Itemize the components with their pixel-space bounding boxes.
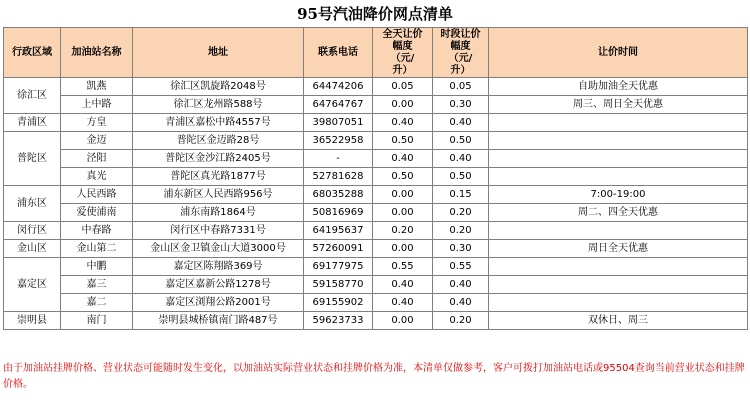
header-allday-line: 全天让价	[382, 28, 423, 40]
period-discount-cell: 0.20	[433, 222, 489, 240]
period-discount-cell: 0.40	[433, 114, 489, 132]
allday-discount-cell: 0.40	[373, 276, 433, 294]
address-cell: 浦东新区人民西路956号	[133, 186, 304, 204]
station-name-cell: 人民西路	[61, 186, 133, 204]
allday-discount-cell: 0.40	[373, 150, 433, 168]
table-row	[4, 240, 748, 258]
period-discount-cell: 0.20	[433, 204, 489, 222]
phone-cell: 59623733	[304, 312, 373, 330]
station-name-cell: 中春路	[61, 222, 133, 240]
table-row	[4, 312, 748, 330]
discount-time-cell	[489, 258, 748, 276]
discount-time-cell	[489, 222, 748, 240]
period-discount-cell: 0.30	[433, 96, 489, 114]
station-name-cell: 嘉三	[61, 276, 133, 294]
header-period-line: 幅度	[450, 40, 471, 52]
header-allday-discount	[373, 28, 433, 78]
header-allday-line: 升）	[392, 64, 413, 76]
station-name-cell: 泾阳	[61, 150, 133, 168]
table-row	[4, 258, 748, 276]
allday-discount-cell: 0.20	[373, 222, 433, 240]
header-station: 加油站名称	[61, 28, 133, 78]
address-cell: 闵行区中春路7331号	[133, 222, 304, 240]
address-cell: 嘉定区嘉新公路1278号	[133, 276, 304, 294]
address-cell: 金山区金卫镇金山大道3000号	[133, 240, 304, 258]
table-row	[4, 186, 748, 204]
district-cell: 崇明县	[4, 312, 61, 330]
header-time: 让价时间	[489, 28, 748, 78]
phone-cell: 69177975	[304, 258, 373, 276]
station-table	[3, 27, 748, 330]
allday-discount-cell: 0.00	[373, 204, 433, 222]
table-row	[4, 78, 748, 96]
table-row	[4, 96, 748, 114]
station-name-cell: 中鹏	[61, 258, 133, 276]
header-period-line: （元/	[448, 52, 473, 64]
discount-time-cell: 双休日、周三	[489, 312, 748, 330]
period-discount-cell: 0.40	[433, 294, 489, 312]
discount-time-cell	[489, 276, 748, 294]
discount-time-cell: 周二、四全天优惠	[489, 204, 748, 222]
table-row	[4, 168, 748, 186]
address-cell: 徐汇区凯旋路2048号	[133, 78, 304, 96]
station-name-cell: 爱使浦南	[61, 204, 133, 222]
station-name-cell: 金迈	[61, 132, 133, 150]
allday-discount-cell: 0.05	[373, 78, 433, 96]
discount-time-cell	[489, 168, 748, 186]
allday-discount-cell: 0.55	[373, 258, 433, 276]
district-cell: 闵行区	[4, 222, 61, 240]
table-row	[4, 204, 748, 222]
header-allday-line: （元/	[390, 52, 415, 64]
allday-discount-cell: 0.00	[373, 96, 433, 114]
table-row	[4, 222, 748, 240]
table-row	[4, 132, 748, 150]
disclaimer-note: 由于加油站挂牌价格、营业状态可能随时发生变化，以加油站实际营业状态和挂牌价格为准，本清单仅做参考，客户可拨打加油站电话或95504查询当前营业状态和挂牌价格。	[3, 363, 745, 390]
phone-cell: 64195637	[304, 222, 373, 240]
address-cell: 青浦区嘉松中路4557号	[133, 114, 304, 132]
phone-cell: 64764767	[304, 96, 373, 114]
table-row	[4, 294, 748, 312]
district-cell: 金山区	[4, 240, 61, 258]
phone-cell: 39807051	[304, 114, 373, 132]
period-discount-cell: 0.40	[433, 150, 489, 168]
header-period-line: 升）	[450, 64, 471, 76]
allday-discount-cell: 0.40	[373, 114, 433, 132]
address-cell: 普陀区金沙江路2405号	[133, 150, 304, 168]
station-name-cell: 南门	[61, 312, 133, 330]
station-name-cell: 嘉二	[61, 294, 133, 312]
district-cell: 青浦区	[4, 114, 61, 132]
period-discount-cell: 0.05	[433, 78, 489, 96]
station-name-cell: 方皇	[61, 114, 133, 132]
discount-time-cell	[489, 150, 748, 168]
allday-discount-cell: 0.50	[373, 168, 433, 186]
discount-time-cell: 自助加油全天优惠	[489, 78, 748, 96]
phone-cell: 52781628	[304, 168, 373, 186]
period-discount-cell: 0.55	[433, 258, 489, 276]
table-row	[4, 114, 748, 132]
period-discount-cell: 0.40	[433, 276, 489, 294]
allday-discount-cell: 0.00	[373, 186, 433, 204]
address-cell: 崇明县城桥镇南门路487号	[133, 312, 304, 330]
address-cell: 嘉定区浏翔公路2001号	[133, 294, 304, 312]
allday-discount-cell: 0.00	[373, 312, 433, 330]
allday-discount-cell: 0.40	[373, 294, 433, 312]
station-name-cell: 金山第二	[61, 240, 133, 258]
table-row	[4, 276, 748, 294]
header-period-line: 时段让价	[440, 28, 481, 40]
phone-cell: -	[304, 150, 373, 168]
header-district: 行政区域	[4, 28, 61, 78]
table-row	[4, 150, 748, 168]
allday-discount-cell: 0.00	[373, 240, 433, 258]
station-name-cell: 凯燕	[61, 78, 133, 96]
allday-discount-cell: 0.50	[373, 132, 433, 150]
period-discount-cell: 0.50	[433, 168, 489, 186]
phone-cell: 57260091	[304, 240, 373, 258]
phone-cell: 69155902	[304, 294, 373, 312]
discount-time-cell: 周日全天优惠	[489, 240, 748, 258]
period-discount-cell: 0.20	[433, 312, 489, 330]
address-cell: 普陀区真光路1877号	[133, 168, 304, 186]
period-discount-cell: 0.15	[433, 186, 489, 204]
district-cell: 嘉定区	[4, 258, 61, 312]
phone-cell: 68035288	[304, 186, 373, 204]
station-name-cell: 真光	[61, 168, 133, 186]
header-address: 地址	[133, 28, 304, 78]
header-row	[4, 28, 748, 78]
phone-cell: 64474206	[304, 78, 373, 96]
page-title: 95号汽油降价网点清单	[297, 5, 453, 23]
header-allday-line: 幅度	[392, 40, 413, 52]
address-cell: 普陀区金迈路28号	[133, 132, 304, 150]
district-cell: 徐汇区	[4, 78, 61, 114]
discount-time-cell: 周三、周日全天优惠	[489, 96, 748, 114]
period-discount-cell: 0.30	[433, 240, 489, 258]
phone-cell: 36522958	[304, 132, 373, 150]
header-period-discount	[433, 28, 489, 78]
address-cell: 徐汇区龙州路588号	[133, 96, 304, 114]
phone-cell: 50816969	[304, 204, 373, 222]
district-cell: 浦东区	[4, 186, 61, 222]
header-phone: 联系电话	[304, 28, 373, 78]
district-cell: 普陀区	[4, 132, 61, 186]
discount-time-cell: 7:00-19:00	[489, 186, 748, 204]
discount-time-cell	[489, 132, 748, 150]
station-name-cell: 上中路	[61, 96, 133, 114]
phone-cell: 59158770	[304, 276, 373, 294]
address-cell: 浦东南路1864号	[133, 204, 304, 222]
discount-time-cell	[489, 114, 748, 132]
table-body	[4, 78, 748, 330]
period-discount-cell: 0.50	[433, 132, 489, 150]
discount-time-cell	[489, 294, 748, 312]
address-cell: 嘉定区陈翔路369号	[133, 258, 304, 276]
